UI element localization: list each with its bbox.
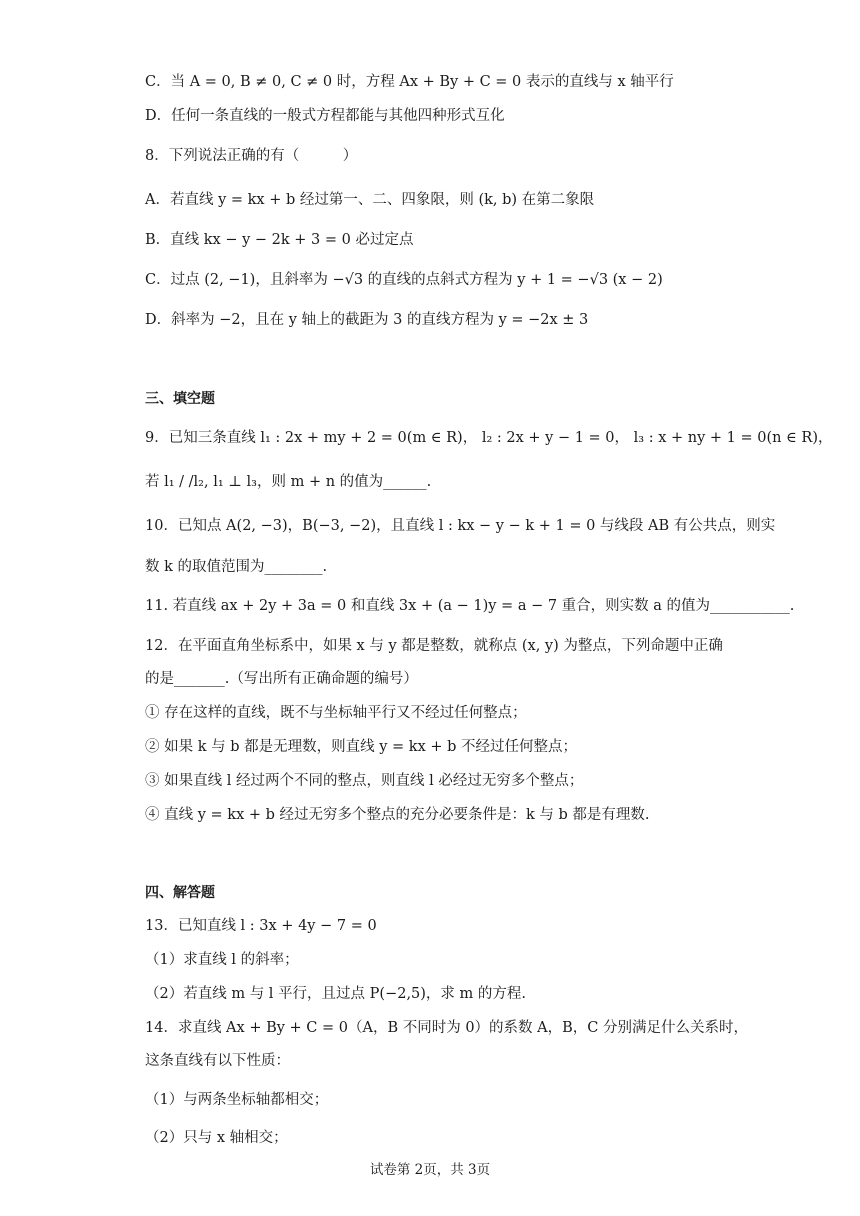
section-fill-in: 三、填空题 <box>145 391 215 407</box>
line-8a: A．若直线 y = kx + b 经过第一、二、四象限，则 (k, b) 在第二象限 <box>145 192 595 208</box>
line-8d: D．斜率为 −2，且在 y 轴上的截距为 3 的直线方程为 y = −2x ± 3 <box>145 312 589 328</box>
page-footer: 试卷第 2页，共 3页 <box>369 1162 491 1178</box>
question-9-cont: 若 l₁ / /l₂, l₁ ⊥ l₃，则 m + n 的值为______. <box>145 474 432 490</box>
question-13-part2: （2）若直线 m 与 l 平行，且过点 P(−2,5)，求 m 的方程. <box>145 986 527 1002</box>
question-10-cont: 数 k 的取值范围为________. <box>145 559 328 575</box>
option-12-3: ③ 如果直线 l 经过两个不同的整点，则直线 l 必经过无穷多个整点； <box>145 773 584 789</box>
question-13: 13．已知直线 l : 3x + 4y − 7 = 0 <box>145 918 377 934</box>
line-8b: B．直线 kx − y − 2k + 3 = 0 必过定点 <box>145 232 414 248</box>
question-14-cont: 这条直线有以下性质： <box>145 1053 290 1069</box>
question-14: 14．求直线 Ax + By + C = 0（A，B 不同时为 0）的系数 A，B，C 分别满足什么关系时， <box>145 1020 748 1036</box>
question-11: 11. 若直线 ax + 2y + 3a = 0 和直线 3x + (a − 1)y = a − 7 重合，则实数 a 的值为___________. <box>145 598 795 614</box>
question-14-part2: （2）只与 x 轴相交； <box>145 1130 288 1146</box>
option-12-2: ② 如果 k 与 b 都是无理数，则直线 y = kx + b 不经过任何整点； <box>145 739 578 755</box>
line-7d: D．任何一条直线的一般式方程都能与其他四种形式互化 <box>145 108 505 124</box>
line-8c: C．过点 (2, −1)，且斜率为 −√3 的直线的点斜式方程为 y + 1 = −√3 (x − 2) <box>145 272 663 288</box>
line-7c: C．当 A = 0, B ≠ 0, C ≠ 0 时，方程 Ax + By + C = 0 表示的直线与 x 轴平行 <box>145 74 674 90</box>
question-12: 12．在平面直角坐标系中，如果 x 与 y 都是整数，就称点 (x, y) 为整点，下列命题中正确 <box>145 638 723 654</box>
question-9: 9．已知三条直线 l₁ : 2x + my + 2 = 0(m ∈ R)， l₂ : 2x + y − 1 = 0， l₃ : x + ny + 1 = 0(n ∈ R)， <box>145 430 833 446</box>
question-8: 8．下列说法正确的有（ ） <box>145 148 358 164</box>
question-13-part1: （1）求直线 l 的斜率； <box>145 952 299 968</box>
question-10: 10．已知点 A(2, −3)，B(−3, −2)，且直线 l : kx − y − k + 1 = 0 与线段 AB 有公共点，则实 <box>145 518 776 534</box>
option-12-4: ④ 直线 y = kx + b 经过无穷多个整点的充分必要条件是：k 与 b 都是有理数. <box>145 807 650 823</box>
question-14-part1: （1）与两条坐标轴都相交； <box>145 1092 329 1108</box>
option-12-1: ① 存在这样的直线，既不与坐标轴平行又不经过任何整点； <box>145 705 527 721</box>
section-answer: 四、解答题 <box>145 885 215 901</box>
question-12-cont: 的是_______.（写出所有正确命题的编号） <box>145 671 418 687</box>
